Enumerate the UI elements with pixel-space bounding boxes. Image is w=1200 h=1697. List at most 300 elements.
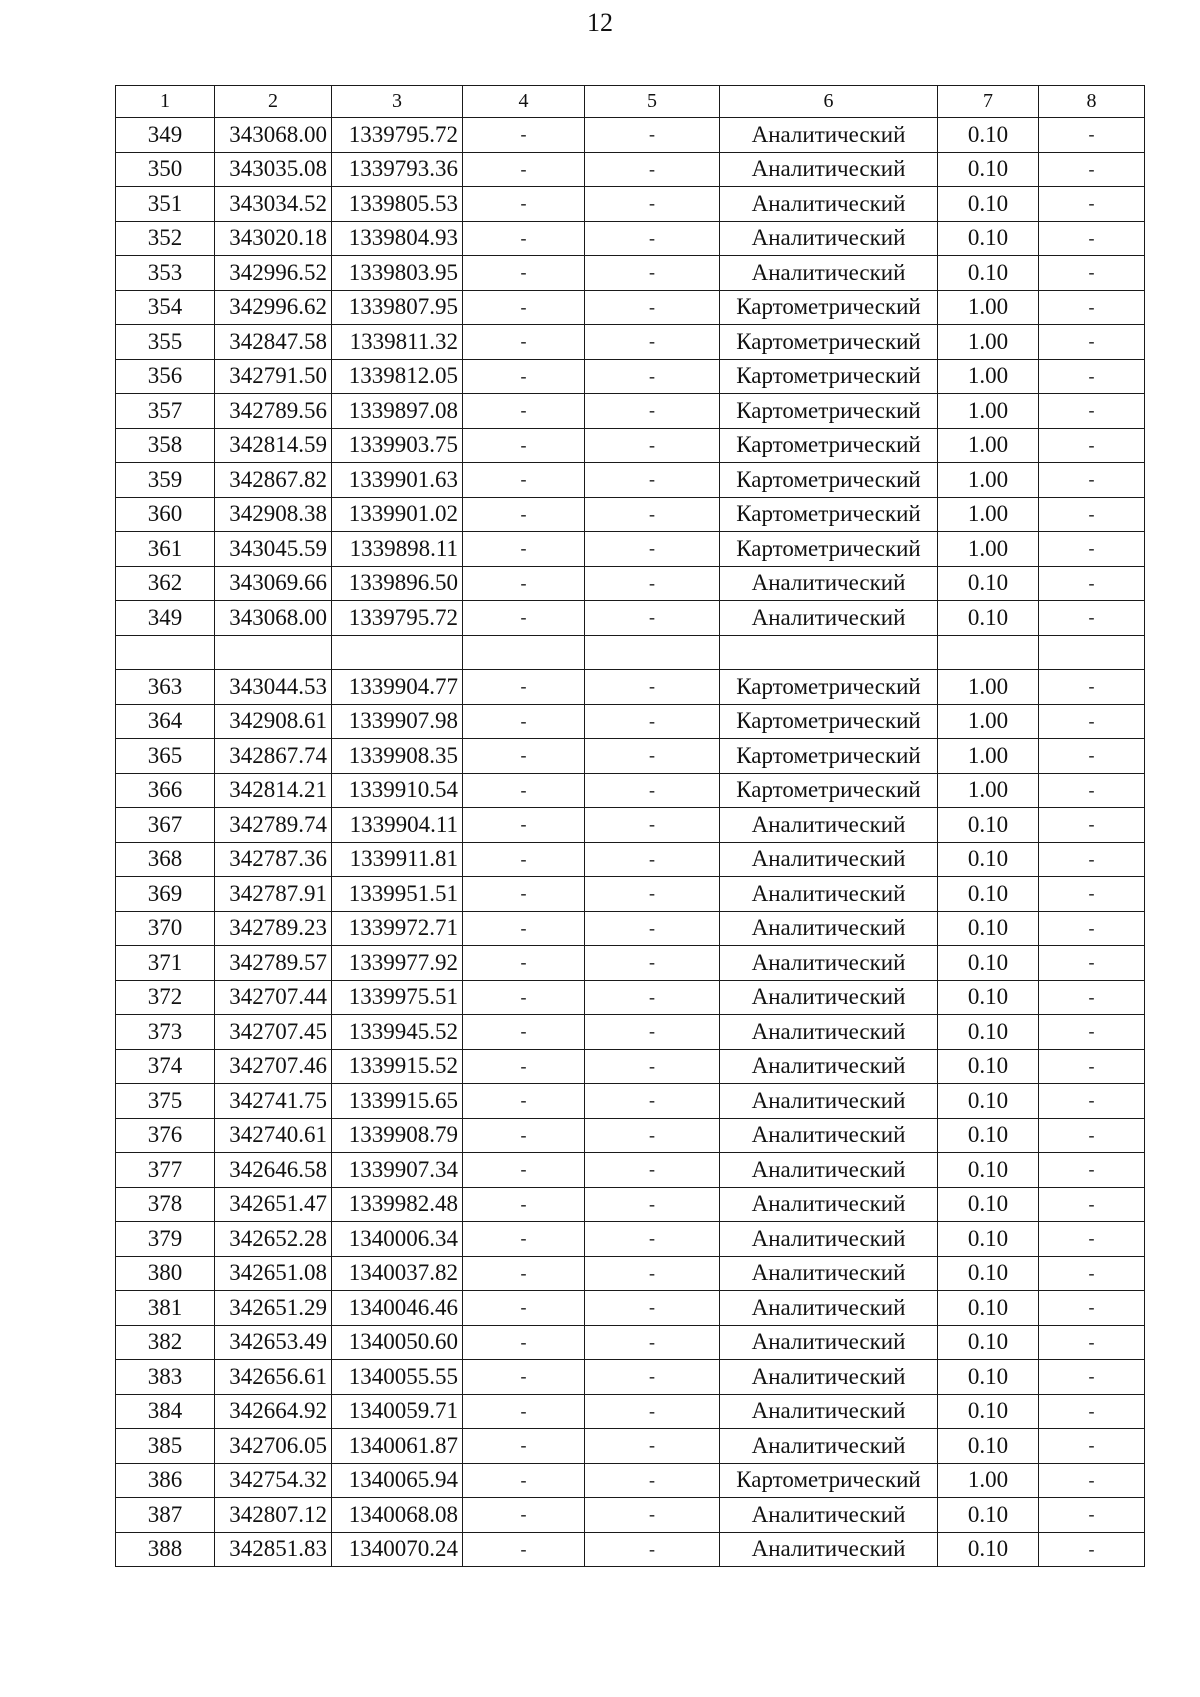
cell-col-8 <box>1039 635 1145 670</box>
cell-method: Аналитический <box>720 980 938 1015</box>
cell-col-5: - <box>585 1498 720 1533</box>
cell-point-number: 367 <box>116 808 215 843</box>
cell-col-8: - <box>1039 601 1145 636</box>
cell-method: Картометрический <box>720 463 938 498</box>
cell-method: Картометрический <box>720 394 938 429</box>
cell-col-5: - <box>585 325 720 360</box>
table-row <box>116 1187 1145 1222</box>
cell-accuracy: 1.00 <box>938 290 1039 325</box>
cell-col-4: - <box>463 670 585 705</box>
cell-col-4: - <box>463 532 585 567</box>
table-row <box>116 532 1145 567</box>
cell-x-coordinate: 342707.46 <box>215 1049 332 1084</box>
cell-col-8: - <box>1039 739 1145 774</box>
cell-method: Аналитический <box>720 1291 938 1326</box>
cell-col-8: - <box>1039 1498 1145 1533</box>
cell-col-5: - <box>585 1222 720 1257</box>
cell-x-coordinate: 342908.38 <box>215 497 332 532</box>
cell-accuracy: 0.10 <box>938 877 1039 912</box>
header-cell-x-coordinate: 2 <box>215 86 332 118</box>
cell-col-8: - <box>1039 1222 1145 1257</box>
cell-method: Аналитический <box>720 1360 938 1395</box>
cell-col-5: - <box>585 394 720 429</box>
cell-point-number: 383 <box>116 1360 215 1395</box>
cell-col-5: - <box>585 1325 720 1360</box>
cell-col-5: - <box>585 980 720 1015</box>
cell-col-8: - <box>1039 1325 1145 1360</box>
cell-point-number: 355 <box>116 325 215 360</box>
cell-col-8: - <box>1039 1394 1145 1429</box>
cell-col-8: - <box>1039 359 1145 394</box>
cell-point-number: 349 <box>116 118 215 153</box>
table-row <box>116 635 1145 670</box>
cell-col-4: - <box>463 1084 585 1119</box>
cell-point-number: 350 <box>116 152 215 187</box>
cell-col-4: - <box>463 118 585 153</box>
cell-method: Картометрический <box>720 497 938 532</box>
table-row <box>116 739 1145 774</box>
cell-accuracy: 0.10 <box>938 187 1039 222</box>
cell-method: Картометрический <box>720 290 938 325</box>
cell-col-4: - <box>463 773 585 808</box>
cell-method: Аналитический <box>720 1394 938 1429</box>
cell-col-8: - <box>1039 394 1145 429</box>
cell-x-coordinate: 342707.45 <box>215 1015 332 1050</box>
cell-accuracy: 0.10 <box>938 118 1039 153</box>
cell-point-number: 372 <box>116 980 215 1015</box>
cell-method: Картометрический <box>720 739 938 774</box>
cell-col-8: - <box>1039 566 1145 601</box>
table-row <box>116 670 1145 705</box>
cell-method: Аналитический <box>720 1429 938 1464</box>
cell-x-coordinate: 342847.58 <box>215 325 332 360</box>
cell-col-5: - <box>585 601 720 636</box>
table-row <box>116 1498 1145 1533</box>
cell-col-8: - <box>1039 497 1145 532</box>
cell-col-5: - <box>585 670 720 705</box>
cell-col-5: - <box>585 290 720 325</box>
table-body <box>116 118 1145 1567</box>
cell-col-5: - <box>585 1084 720 1119</box>
cell-y-coordinate: 1339896.50 <box>332 566 463 601</box>
cell-col-4: - <box>463 911 585 946</box>
cell-point-number: 353 <box>116 256 215 291</box>
table-row <box>116 256 1145 291</box>
cell-col-5: - <box>585 359 720 394</box>
cell-method: Картометрический <box>720 1463 938 1498</box>
cell-method: Аналитический <box>720 566 938 601</box>
cell-col-4: - <box>463 1256 585 1291</box>
cell-point-number: 378 <box>116 1187 215 1222</box>
cell-y-coordinate: 1339811.32 <box>332 325 463 360</box>
cell-col-8: - <box>1039 532 1145 567</box>
cell-col-8: - <box>1039 1291 1145 1326</box>
cell-col-4: - <box>463 1325 585 1360</box>
cell-accuracy: 1.00 <box>938 359 1039 394</box>
header-cell-accuracy: 7 <box>938 86 1039 118</box>
header-cell-method: 6 <box>720 86 938 118</box>
cell-col-5: - <box>585 256 720 291</box>
cell-y-coordinate: 1339945.52 <box>332 1015 463 1050</box>
cell-x-coordinate: 343068.00 <box>215 118 332 153</box>
cell-x-coordinate: 342651.29 <box>215 1291 332 1326</box>
cell-col-5: - <box>585 1429 720 1464</box>
table-row <box>116 428 1145 463</box>
cell-col-8: - <box>1039 1015 1145 1050</box>
cell-y-coordinate: 1339793.36 <box>332 152 463 187</box>
cell-point-number: 374 <box>116 1049 215 1084</box>
cell-accuracy: 0.10 <box>938 152 1039 187</box>
cell-accuracy: 0.10 <box>938 1118 1039 1153</box>
cell-col-4: - <box>463 877 585 912</box>
cell-x-coordinate: 342851.83 <box>215 1532 332 1567</box>
cell-col-8: - <box>1039 256 1145 291</box>
cell-y-coordinate: 1339907.98 <box>332 704 463 739</box>
cell-y-coordinate: 1339975.51 <box>332 980 463 1015</box>
table-row <box>116 566 1145 601</box>
cell-y-coordinate: 1339911.81 <box>332 842 463 877</box>
table-row <box>116 877 1145 912</box>
cell-col-4: - <box>463 1498 585 1533</box>
table-row <box>116 1360 1145 1395</box>
cell-point-number: 362 <box>116 566 215 601</box>
cell-accuracy: 0.10 <box>938 1325 1039 1360</box>
cell-col-5: - <box>585 221 720 256</box>
cell-accuracy: 0.10 <box>938 1015 1039 1050</box>
cell-accuracy: 1.00 <box>938 497 1039 532</box>
cell-method: Аналитический <box>720 808 938 843</box>
cell-method: Аналитический <box>720 256 938 291</box>
cell-accuracy: 1.00 <box>938 704 1039 739</box>
cell-col-4: - <box>463 566 585 601</box>
cell-point-number: 351 <box>116 187 215 222</box>
cell-method: Аналитический <box>720 1325 938 1360</box>
cell-accuracy: 1.00 <box>938 1463 1039 1498</box>
cell-col-5: - <box>585 152 720 187</box>
cell-method: Аналитический <box>720 1153 938 1188</box>
cell-x-coordinate: 342789.74 <box>215 808 332 843</box>
cell-y-coordinate: 1340061.87 <box>332 1429 463 1464</box>
cell-method: Аналитический <box>720 187 938 222</box>
cell-col-4: - <box>463 1049 585 1084</box>
cell-point-number: 352 <box>116 221 215 256</box>
cell-accuracy: 0.10 <box>938 911 1039 946</box>
cell-col-8: - <box>1039 152 1145 187</box>
cell-col-4: - <box>463 842 585 877</box>
cell-x-coordinate: 342740.61 <box>215 1118 332 1153</box>
cell-method: Аналитический <box>720 1049 938 1084</box>
cell-accuracy <box>938 635 1039 670</box>
cell-x-coordinate: 343069.66 <box>215 566 332 601</box>
cell-y-coordinate: 1339807.95 <box>332 290 463 325</box>
cell-x-coordinate: 342656.61 <box>215 1360 332 1395</box>
cell-col-4: - <box>463 946 585 981</box>
cell-col-5 <box>585 635 720 670</box>
cell-method: Аналитический <box>720 152 938 187</box>
cell-col-8: - <box>1039 670 1145 705</box>
cell-x-coordinate: 342996.52 <box>215 256 332 291</box>
cell-method: Аналитический <box>720 1118 938 1153</box>
cell-x-coordinate: 342664.92 <box>215 1394 332 1429</box>
cell-method: Картометрический <box>720 773 938 808</box>
cell-x-coordinate: 342653.49 <box>215 1325 332 1360</box>
cell-col-4: - <box>463 359 585 394</box>
cell-method: Аналитический <box>720 221 938 256</box>
table-row <box>116 1084 1145 1119</box>
cell-method: Картометрический <box>720 359 938 394</box>
cell-accuracy: 0.10 <box>938 808 1039 843</box>
cell-x-coordinate: 342789.56 <box>215 394 332 429</box>
cell-col-8: - <box>1039 773 1145 808</box>
cell-col-5: - <box>585 1360 720 1395</box>
cell-col-4: - <box>463 1532 585 1567</box>
cell-col-5: - <box>585 1394 720 1429</box>
cell-col-4: - <box>463 394 585 429</box>
cell-method: Картометрический <box>720 670 938 705</box>
cell-y-coordinate <box>332 635 463 670</box>
cell-col-4: - <box>463 1429 585 1464</box>
table-row <box>116 1532 1145 1567</box>
cell-y-coordinate: 1339812.05 <box>332 359 463 394</box>
cell-accuracy: 0.10 <box>938 1084 1039 1119</box>
cell-point-number: 357 <box>116 394 215 429</box>
coordinates-table <box>115 85 1145 1567</box>
table-row <box>116 601 1145 636</box>
cell-x-coordinate: 342741.75 <box>215 1084 332 1119</box>
cell-col-4: - <box>463 1222 585 1257</box>
cell-x-coordinate: 342867.82 <box>215 463 332 498</box>
cell-col-4: - <box>463 256 585 291</box>
cell-y-coordinate: 1339803.95 <box>332 256 463 291</box>
cell-col-8: - <box>1039 290 1145 325</box>
table-row <box>116 118 1145 153</box>
table-row <box>116 808 1145 843</box>
cell-col-5: - <box>585 1153 720 1188</box>
cell-y-coordinate: 1339951.51 <box>332 877 463 912</box>
cell-col-4: - <box>463 980 585 1015</box>
cell-col-8: - <box>1039 1118 1145 1153</box>
cell-col-5: - <box>585 1291 720 1326</box>
cell-point-number: 360 <box>116 497 215 532</box>
cell-col-5: - <box>585 1187 720 1222</box>
cell-point-number: 373 <box>116 1015 215 1050</box>
cell-y-coordinate: 1340059.71 <box>332 1394 463 1429</box>
cell-col-5: - <box>585 704 720 739</box>
cell-method <box>720 635 938 670</box>
cell-col-5: - <box>585 463 720 498</box>
cell-accuracy: 0.10 <box>938 601 1039 636</box>
table-row <box>116 394 1145 429</box>
cell-accuracy: 1.00 <box>938 739 1039 774</box>
cell-col-5: - <box>585 1463 720 1498</box>
cell-point-number: 366 <box>116 773 215 808</box>
cell-col-5: - <box>585 1532 720 1567</box>
cell-x-coordinate: 343034.52 <box>215 187 332 222</box>
cell-col-4: - <box>463 497 585 532</box>
cell-x-coordinate: 342651.47 <box>215 1187 332 1222</box>
table-row <box>116 1429 1145 1464</box>
table-row <box>116 1325 1145 1360</box>
cell-accuracy: 0.10 <box>938 1360 1039 1395</box>
cell-x-coordinate: 342789.57 <box>215 946 332 981</box>
cell-y-coordinate: 1340065.94 <box>332 1463 463 1498</box>
cell-y-coordinate: 1339907.34 <box>332 1153 463 1188</box>
cell-x-coordinate: 342807.12 <box>215 1498 332 1533</box>
cell-col-4: - <box>463 739 585 774</box>
cell-y-coordinate: 1339908.35 <box>332 739 463 774</box>
cell-accuracy: 0.10 <box>938 946 1039 981</box>
cell-x-coordinate: 342867.74 <box>215 739 332 774</box>
cell-method: Картометрический <box>720 704 938 739</box>
cell-col-4: - <box>463 152 585 187</box>
cell-x-coordinate: 342646.58 <box>215 1153 332 1188</box>
cell-point-number: 356 <box>116 359 215 394</box>
cell-col-4: - <box>463 808 585 843</box>
cell-y-coordinate: 1339908.79 <box>332 1118 463 1153</box>
cell-x-coordinate: 343044.53 <box>215 670 332 705</box>
cell-col-5: - <box>585 1049 720 1084</box>
table-row <box>116 704 1145 739</box>
cell-col-4: - <box>463 1463 585 1498</box>
cell-x-coordinate: 342651.08 <box>215 1256 332 1291</box>
cell-y-coordinate: 1340006.34 <box>332 1222 463 1257</box>
cell-col-8: - <box>1039 1049 1145 1084</box>
cell-point-number: 363 <box>116 670 215 705</box>
cell-method: Аналитический <box>720 842 938 877</box>
cell-point-number: 365 <box>116 739 215 774</box>
cell-method: Аналитический <box>720 1498 938 1533</box>
cell-col-4: - <box>463 601 585 636</box>
cell-col-4: - <box>463 1394 585 1429</box>
cell-method: Картометрический <box>720 532 938 567</box>
cell-accuracy: 0.10 <box>938 1049 1039 1084</box>
cell-col-4: - <box>463 1360 585 1395</box>
cell-col-8: - <box>1039 1153 1145 1188</box>
table-row <box>116 497 1145 532</box>
cell-point-number: 369 <box>116 877 215 912</box>
table-row <box>116 1394 1145 1429</box>
cell-y-coordinate: 1340037.82 <box>332 1256 463 1291</box>
cell-accuracy: 1.00 <box>938 463 1039 498</box>
cell-accuracy: 1.00 <box>938 394 1039 429</box>
cell-col-8: - <box>1039 1463 1145 1498</box>
cell-point-number: 380 <box>116 1256 215 1291</box>
table-row <box>116 1118 1145 1153</box>
cell-col-5: - <box>585 497 720 532</box>
cell-x-coordinate: 342706.05 <box>215 1429 332 1464</box>
cell-col-4: - <box>463 1153 585 1188</box>
cell-point-number: 387 <box>116 1498 215 1533</box>
cell-method: Аналитический <box>720 911 938 946</box>
cell-method: Аналитический <box>720 1015 938 1050</box>
cell-col-5: - <box>585 739 720 774</box>
cell-accuracy: 0.10 <box>938 1429 1039 1464</box>
cell-method: Аналитический <box>720 1187 938 1222</box>
cell-x-coordinate: 342791.50 <box>215 359 332 394</box>
cell-point-number: 388 <box>116 1532 215 1567</box>
cell-x-coordinate: 343068.00 <box>215 601 332 636</box>
cell-accuracy: 0.10 <box>938 1498 1039 1533</box>
cell-point-number: 349 <box>116 601 215 636</box>
cell-col-5: - <box>585 911 720 946</box>
cell-accuracy: 0.10 <box>938 1187 1039 1222</box>
cell-point-number: 385 <box>116 1429 215 1464</box>
cell-col-5: - <box>585 877 720 912</box>
table-header-row <box>116 86 1145 118</box>
table-row <box>116 1291 1145 1326</box>
cell-x-coordinate: 342908.61 <box>215 704 332 739</box>
cell-col-8: - <box>1039 118 1145 153</box>
table-row <box>116 1256 1145 1291</box>
cell-col-4: - <box>463 221 585 256</box>
cell-y-coordinate: 1339795.72 <box>332 601 463 636</box>
header-cell-col-4: 4 <box>463 86 585 118</box>
cell-method: Аналитический <box>720 118 938 153</box>
cell-col-5: - <box>585 1118 720 1153</box>
cell-col-8: - <box>1039 1084 1145 1119</box>
cell-col-4: - <box>463 1118 585 1153</box>
cell-accuracy: 1.00 <box>938 670 1039 705</box>
cell-point-number: 359 <box>116 463 215 498</box>
cell-col-8: - <box>1039 221 1145 256</box>
cell-col-8: - <box>1039 704 1145 739</box>
table-row <box>116 325 1145 360</box>
cell-method: Аналитический <box>720 1532 938 1567</box>
table-row <box>116 1222 1145 1257</box>
cell-col-4: - <box>463 1291 585 1326</box>
cell-point-number: 361 <box>116 532 215 567</box>
cell-y-coordinate: 1339901.63 <box>332 463 463 498</box>
cell-col-4 <box>463 635 585 670</box>
cell-y-coordinate: 1339903.75 <box>332 428 463 463</box>
header-cell-point-number: 1 <box>116 86 215 118</box>
cell-accuracy: 0.10 <box>938 256 1039 291</box>
cell-col-8: - <box>1039 1256 1145 1291</box>
header-cell-col-8: 8 <box>1039 86 1145 118</box>
cell-col-8: - <box>1039 1532 1145 1567</box>
cell-y-coordinate: 1339901.02 <box>332 497 463 532</box>
cell-y-coordinate: 1340046.46 <box>332 1291 463 1326</box>
cell-accuracy: 0.10 <box>938 1222 1039 1257</box>
table-row <box>116 980 1145 1015</box>
cell-y-coordinate: 1339897.08 <box>332 394 463 429</box>
cell-col-8: - <box>1039 946 1145 981</box>
table-row <box>116 152 1145 187</box>
cell-col-4: - <box>463 290 585 325</box>
table-row <box>116 221 1145 256</box>
table-row <box>116 187 1145 222</box>
cell-y-coordinate: 1339915.65 <box>332 1084 463 1119</box>
cell-col-8: - <box>1039 187 1145 222</box>
cell-col-8: - <box>1039 911 1145 946</box>
cell-y-coordinate: 1340070.24 <box>332 1532 463 1567</box>
cell-col-5: - <box>585 773 720 808</box>
cell-point-number: 370 <box>116 911 215 946</box>
cell-x-coordinate: 342754.32 <box>215 1463 332 1498</box>
cell-accuracy: 0.10 <box>938 980 1039 1015</box>
cell-col-5: - <box>585 566 720 601</box>
cell-col-4: - <box>463 187 585 222</box>
page-number: 12 <box>587 8 613 37</box>
cell-accuracy: 0.10 <box>938 1532 1039 1567</box>
cell-col-4: - <box>463 1015 585 1050</box>
cell-x-coordinate: 342996.62 <box>215 290 332 325</box>
cell-col-8: - <box>1039 1429 1145 1464</box>
table-row <box>116 842 1145 877</box>
table-row <box>116 1049 1145 1084</box>
cell-y-coordinate: 1339898.11 <box>332 532 463 567</box>
cell-accuracy: 1.00 <box>938 325 1039 360</box>
